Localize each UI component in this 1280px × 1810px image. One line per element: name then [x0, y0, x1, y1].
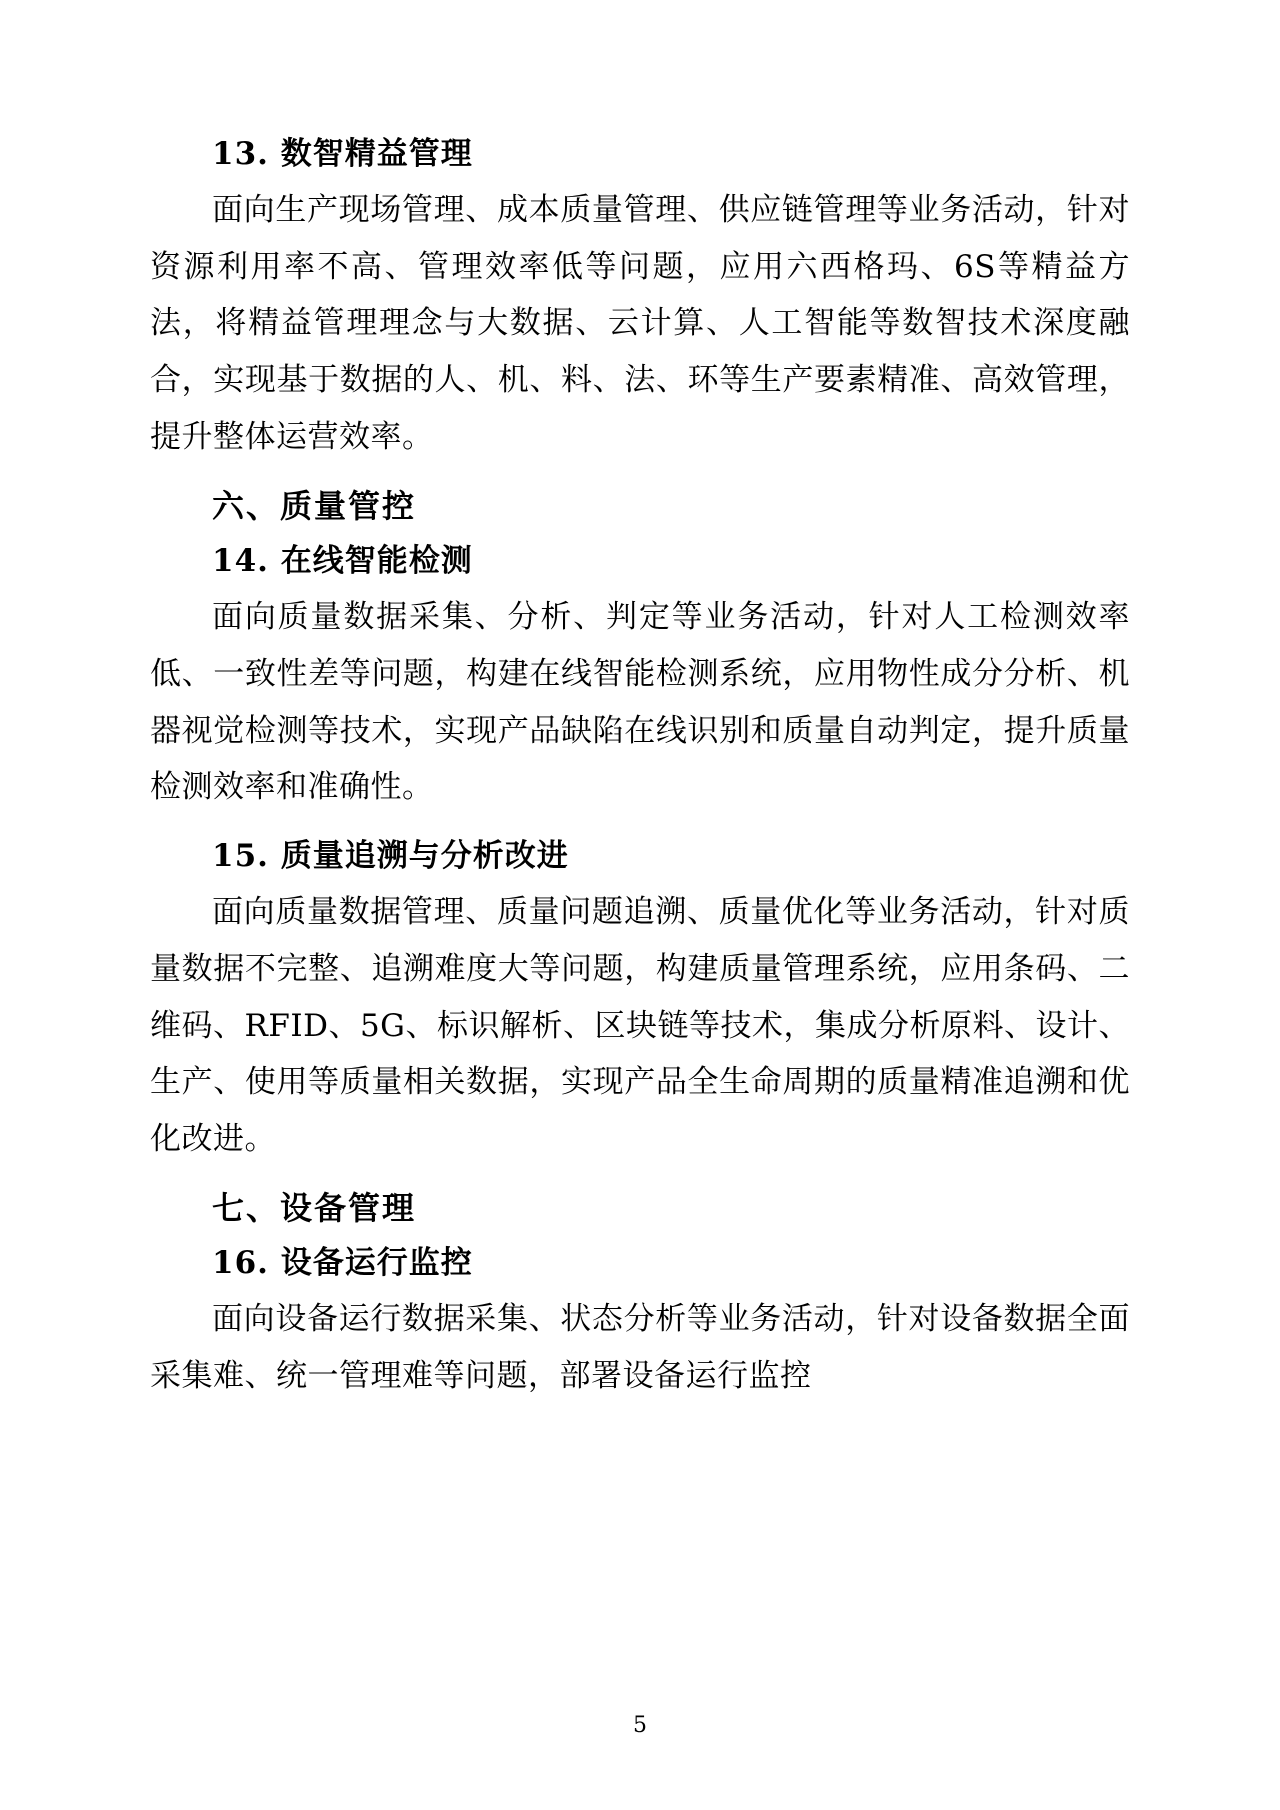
section-heading-six: 六、质量管控	[212, 486, 417, 525]
heading-13: 13. 数智精益管理	[212, 136, 473, 172]
section-seven	[150, 1184, 1130, 1405]
section-13	[150, 130, 1130, 466]
document-body	[150, 130, 1130, 1405]
paragraph-15: 面向质量数据管理、质量问题追溯、质量优化等业务活动，针对质量数据不完整、追溯难度大等问题，构建质量管理系统，应用条码、二维码、RFID、5G、标识解析、区块链等技术，集成分析原料、设计、生产、使用等质量相关数据，实现产品全生命周期的质量精准追溯和优化改进。	[150, 894, 1130, 1158]
paragraph-13: 面向生产现场管理、成本质量管理、供应链管理等业务活动，针对资源利用率不高、管理效率低等问题，应用六西格玛、6S等精益方法，将精益管理理念与大数据、云计算、人工智能等数智技术深度融合，实现基于数据的人、机、料、法、环等生产要素精准、高效管理，提升整体运营效率。	[150, 192, 1130, 455]
paragraph-14: 面向质量数据采集、分析、判定等业务活动，针对人工检测效率低、一致性差等问题，构建在线智能检测系统，应用物性成分分析、机器视觉检测等技术，实现产品缺陷在线识别和质量自动判定，提升质量检测效率和准确性。	[150, 599, 1130, 806]
section-15	[150, 832, 1130, 1168]
heading-14: 14. 在线智能检测	[212, 543, 473, 580]
heading-16: 16. 设备运行监控	[212, 1245, 473, 1282]
heading-15: 15. 质量追溯与分析改进	[212, 838, 569, 875]
section-six	[150, 482, 1130, 817]
paragraph-16: 面向设备运行数据采集、状态分析等业务活动，针对设备数据全面采集难、统一管理难等问题，部署设备运行监控	[150, 1301, 1130, 1395]
page-number: 5	[633, 1713, 647, 1738]
section-heading-seven: 七、设备管理	[212, 1188, 417, 1227]
